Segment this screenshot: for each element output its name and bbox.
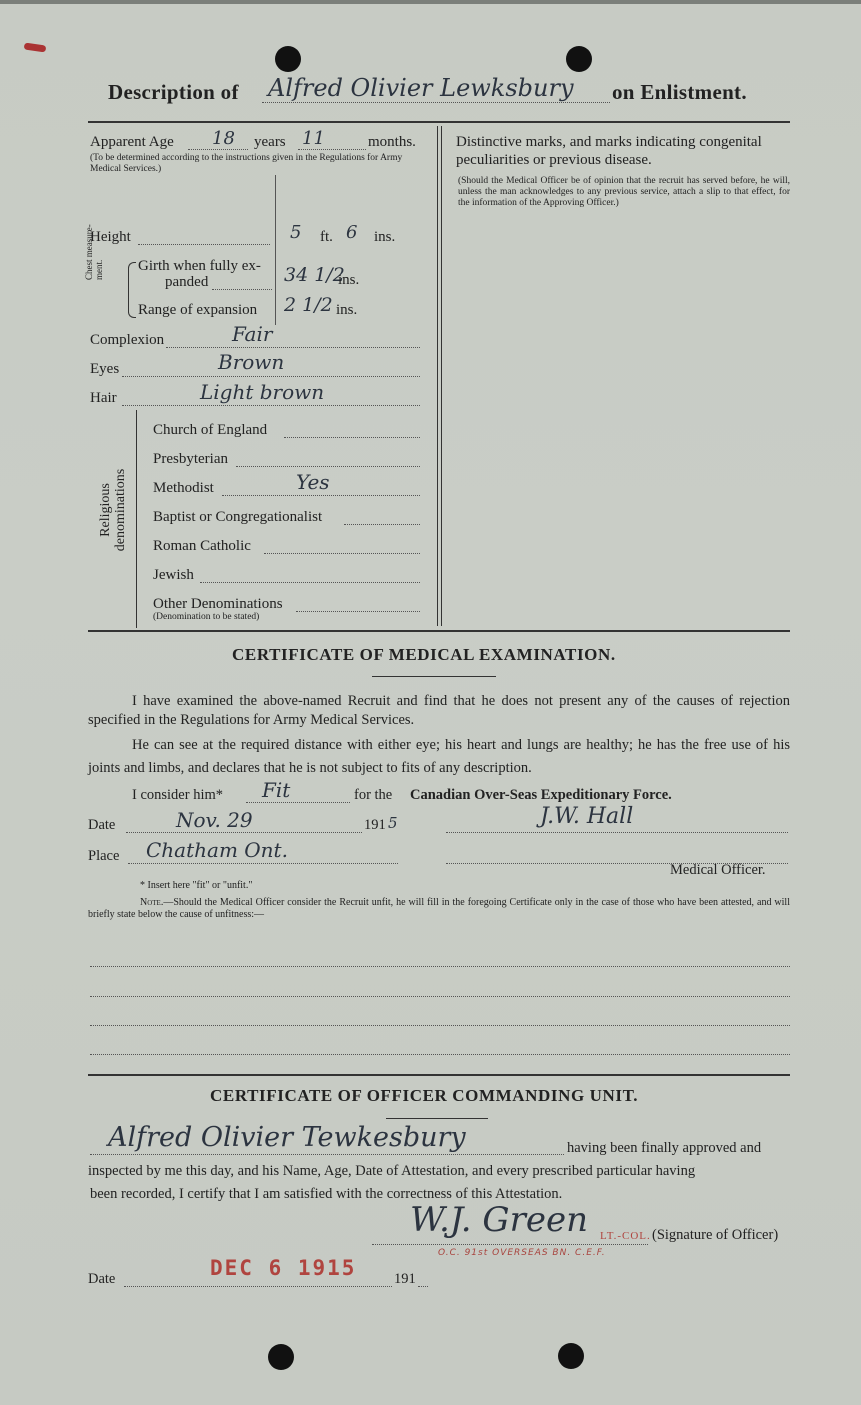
medical-place-value: Chatham Ont.	[146, 838, 288, 862]
medical-year-label: 191	[364, 817, 386, 833]
medical-signature-dots	[446, 832, 788, 833]
height-label: Height	[90, 229, 131, 245]
girth-value: 34 1/2	[284, 264, 345, 286]
officer-year-dots	[418, 1286, 428, 1287]
girth-label-line2: panded	[165, 274, 209, 290]
medical-para-1: I have examined the above-named Recruit and find that he does not present any of the causes of rejection specified in the Regulations for Army Medical Services.	[88, 693, 790, 728]
range-unit: ins.	[336, 302, 358, 318]
officer-heading-underline	[386, 1118, 488, 1119]
religion-dots-0	[284, 437, 420, 438]
religion-dots-5	[200, 582, 420, 583]
force-name: Canadian Over-Seas Expeditionary Force.	[410, 787, 672, 803]
distinctive-marks-note: (Should the Medical Officer be of opinion that the recruit has served before, he will, unless the man acknowledges to any previous service, attach a slip to that effect, for the information of the Approving Officer.)	[458, 176, 790, 208]
officer-name-dots	[90, 1154, 564, 1155]
religion-other: Other Denominations	[153, 596, 283, 612]
officer-signature-label: (Signature of Officer)	[652, 1227, 779, 1243]
height-dots	[138, 244, 270, 245]
medical-place-dots	[128, 863, 398, 864]
red-mark	[24, 43, 47, 53]
medical-officer-signature: J.W. Hall	[540, 804, 634, 829]
girth-dots	[212, 289, 272, 290]
values-column-line	[275, 175, 276, 325]
officer-rank: LT.-COL.	[600, 1230, 651, 1242]
chest-measurement-label: Chest measure-ment.	[84, 224, 104, 280]
religion-dots-1	[236, 466, 420, 467]
hair-value: Light brown	[200, 380, 325, 404]
eyes-value: Brown	[218, 350, 285, 374]
punch-hole-bottom-right	[558, 1343, 584, 1369]
insert-note: * Insert here "fit" or "unfit."	[140, 880, 253, 891]
girth-label-line1: Girth when fully ex-	[138, 258, 261, 274]
consider-suffix: for the	[354, 787, 393, 803]
religion-divider	[136, 410, 137, 628]
other-denomination-note: (Denomination to be stated)	[153, 612, 260, 622]
complexion-label: Complexion	[90, 332, 165, 348]
religion-presbyterian: Presbyterian	[153, 451, 228, 467]
punch-hole-top-left	[275, 46, 301, 72]
officer-date-label: Date	[88, 1271, 116, 1287]
religion-methodist: Methodist	[153, 480, 214, 496]
medical-date-label: Date	[88, 817, 116, 833]
religion-church-of-england: Church of England	[153, 422, 268, 438]
age-months-value: 11	[302, 128, 325, 149]
form-title-prefix: Description of	[108, 80, 239, 104]
unfit-line-3	[90, 1025, 790, 1026]
religion-dots-4	[264, 553, 420, 554]
distinctive-marks-title-2: peculiarities or previous disease.	[456, 152, 652, 168]
title-name-dots	[262, 102, 610, 103]
officer-line-2: inspected by me this day, and his Name, Age, Date of Attestation, and every prescribed particular having	[88, 1163, 696, 1179]
unfit-line-2	[90, 996, 790, 997]
title-rule	[88, 121, 790, 123]
chest-bracket	[128, 262, 136, 318]
consider-value: Fit	[262, 778, 291, 802]
unfit-line-4	[90, 1054, 790, 1055]
height-ins-value: 6	[346, 222, 358, 243]
medical-para-2: He can see at the required distance with either eye; his heart and lungs are healthy; he has the free use of his joints and limbs, and declares that he is not subject to fits of any description.	[88, 737, 790, 776]
ins-label: ins.	[374, 229, 396, 245]
section-rule-2	[88, 1074, 790, 1076]
officer-line-1-suffix: having been finally approved and	[567, 1140, 762, 1156]
range-value: 2 1/2	[284, 294, 333, 316]
medical-date-dots	[126, 832, 362, 833]
years-label: years	[254, 134, 286, 150]
column-divider-left	[437, 126, 438, 626]
medical-certificate-heading: CERTIFICATE OF MEDICAL EXAMINATION.	[232, 645, 616, 664]
recruit-name-handwritten: Alfred Olivier Lewksbury	[268, 74, 574, 102]
officer-unit-stamp: O.C. 91st OVERSEAS BN. C.E.F.	[438, 1248, 606, 1258]
range-label: Range of expansion	[138, 302, 258, 318]
punch-hole-bottom-left	[268, 1344, 294, 1370]
months-label: months.	[368, 134, 416, 150]
officer-date-stamp: DEC 6 1915	[210, 1256, 357, 1280]
consider-prefix: I consider him*	[132, 787, 224, 803]
note-text: —Should the Medical Officer consider the Recruit unfit, he will fill in the foregoing Certificate only in the case of those who have been attested, and will briefly state below the cause of unfitness:—	[88, 897, 790, 920]
officer-date-dots	[124, 1286, 392, 1287]
eyes-dots	[122, 376, 420, 377]
officer-certificate-heading: CERTIFICATE OF OFFICER COMMANDING UNIT.	[210, 1086, 639, 1105]
section-rule-1	[88, 630, 790, 632]
page-top-edge	[0, 0, 861, 4]
religion-baptist: Baptist or Congregationalist	[153, 509, 323, 525]
officer-signature: W.J. Green	[410, 1200, 588, 1240]
religion-roman-catholic: Roman Catholic	[153, 538, 251, 554]
medical-place-label: Place	[88, 848, 120, 864]
religion-dots-3	[344, 524, 420, 525]
religion-jewish: Jewish	[153, 567, 194, 583]
distinctive-marks-title-1: Distinctive marks, and marks indicating congenital	[456, 134, 762, 150]
religion-methodist-mark: Yes	[296, 470, 330, 494]
height-ft-value: 5	[290, 222, 302, 243]
officer-signature-dots	[372, 1244, 648, 1245]
consider-dots	[246, 802, 350, 803]
medical-year-value: 5	[388, 814, 398, 832]
religion-dots-6	[296, 611, 420, 612]
form-title-suffix: on Enlistment.	[612, 80, 747, 104]
age-months-dots	[298, 149, 366, 150]
ft-label: ft.	[320, 229, 333, 245]
hair-label: Hair	[90, 390, 117, 406]
officer-line-3: been recorded, I certify that I am satisfied with the correctness of this Attestation.	[90, 1186, 563, 1202]
age-years-value: 18	[212, 128, 235, 149]
unfit-note	[88, 897, 790, 921]
medical-heading-underline	[372, 676, 496, 677]
complexion-dots	[166, 347, 420, 348]
officer-recruit-name: Alfred Olivier Tewkesbury	[108, 1122, 466, 1153]
age-note: (To be determined according to the instructions given in the Regulations for Army Medical Services.)	[90, 153, 403, 174]
age-years-dots	[188, 149, 248, 150]
note-label: Note.	[140, 897, 164, 908]
religion-side-label: Religious denominations	[98, 468, 128, 552]
eyes-label: Eyes	[90, 361, 120, 377]
unfit-line-1	[90, 966, 790, 967]
medical-date-value: Nov. 29	[176, 808, 253, 832]
column-divider-right	[441, 126, 442, 626]
religion-dots-2	[222, 495, 420, 496]
hair-dots	[122, 405, 420, 406]
officer-year-label: 191	[394, 1271, 416, 1287]
girth-unit: ins.	[338, 272, 360, 288]
age-label: Apparent Age	[90, 134, 174, 150]
medical-officer-label: Medical Officer.	[670, 862, 766, 878]
complexion-value: Fair	[232, 322, 273, 346]
punch-hole-top-right	[566, 46, 592, 72]
